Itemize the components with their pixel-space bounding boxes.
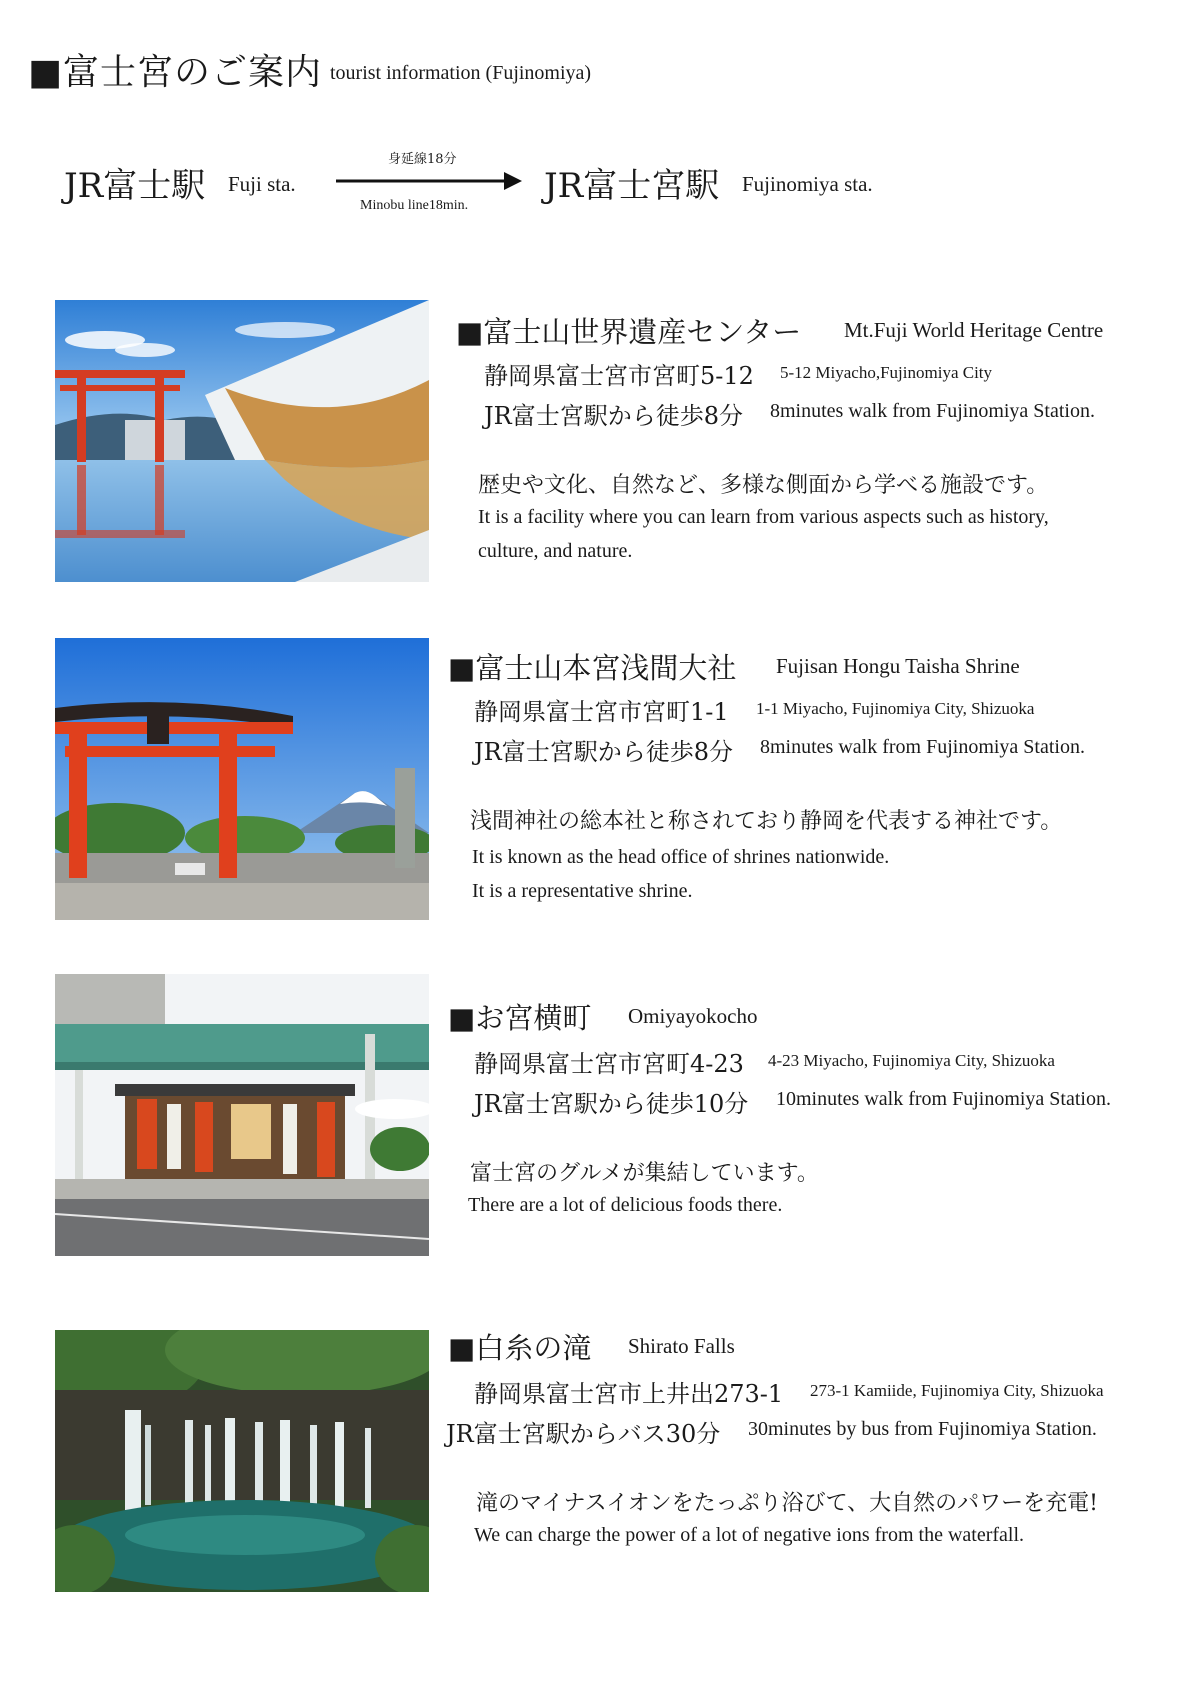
section-title: ■白糸の滝 bbox=[448, 1331, 592, 1365]
address-jp: 静岡県富士宮市上井出273-1 bbox=[474, 1380, 784, 1408]
from-station-en: Fuji sta. bbox=[228, 172, 296, 196]
section-title-en: Shirato Falls bbox=[628, 1334, 735, 1358]
description-jp: 浅間神社の総本社と称されており静岡を代表する神社です。 bbox=[470, 809, 1063, 834]
description-jp: 滝のマイナスイオンをたっぷり浴びて、大自然のパワーを充電! bbox=[476, 1491, 1098, 1516]
address-en: 273-1 Kamiide, Fujinomiya City, Shizuoka bbox=[810, 1381, 1104, 1400]
access-jp: JR富士宮駅から徒歩8分 bbox=[484, 402, 743, 430]
heritage-centre-photo bbox=[55, 300, 429, 582]
description-en-line2: It is a representative shrine. bbox=[472, 880, 693, 902]
description-jp: 富士宮のグルメが集結しています。 bbox=[470, 1161, 819, 1186]
hongu-taisha-photo bbox=[55, 638, 429, 920]
section-title-en: Omiyayokocho bbox=[628, 1004, 758, 1028]
description-en-line1: There are a lot of delicious foods there. bbox=[468, 1194, 783, 1216]
section-title: ■富士山世界遺産センター bbox=[456, 315, 802, 349]
route-line-en: Minobu line18min. bbox=[360, 198, 469, 213]
section-title-en: Mt.Fuji World Heritage Centre bbox=[844, 318, 1104, 342]
omiyayokocho-photo bbox=[55, 974, 429, 1256]
shirato-falls-photo bbox=[55, 1330, 429, 1592]
access-jp: JR富士宮駅からバス30分 bbox=[446, 1420, 721, 1448]
address-jp: 静岡県富士宮市宮町1-1 bbox=[474, 698, 729, 726]
access-jp: JR富士宮駅から徒歩8分 bbox=[474, 738, 733, 766]
description-en-line1: We can charge the power of a lot of negative ions from the waterfall. bbox=[474, 1524, 1025, 1546]
to-station-en: Fujinomiya sta. bbox=[742, 172, 873, 196]
access-en: 8minutes walk from Fujinomiya Station. bbox=[760, 736, 1085, 758]
description-en-line1: It is a facility where you can learn from various aspects such as history, bbox=[478, 506, 1049, 528]
access-en: 10minutes walk from Fujinomiya Station. bbox=[776, 1088, 1111, 1110]
access-en: 30minutes by bus from Fujinomiya Station. bbox=[748, 1418, 1097, 1440]
description-en-line1: It is known as the head office of shrines nationwide. bbox=[472, 846, 890, 868]
from-station-jp: JR富士駅 bbox=[64, 166, 206, 206]
section-title-en: Fujisan Hongu Taisha Shrine bbox=[776, 654, 1020, 678]
address-en: 1-1 Miyacho, Fujinomiya City, Shizuoka bbox=[756, 699, 1035, 718]
description-jp: 歴史や文化、自然など、多様な側面から学べる施設です。 bbox=[478, 473, 1049, 498]
arrow-right-icon bbox=[336, 170, 522, 192]
description-en-line2: culture, and nature. bbox=[478, 540, 633, 562]
address-jp: 静岡県富士宮市宮町5-12 bbox=[484, 362, 754, 390]
page-title: ■富士宮のご案内 bbox=[28, 52, 323, 93]
address-en: 5-12 Miyacho,Fujinomiya City bbox=[780, 363, 993, 382]
access-jp: JR富士宮駅から徒歩10分 bbox=[474, 1090, 749, 1118]
section-title: ■お宮横町 bbox=[448, 1001, 592, 1035]
page-title-en: tourist information (Fujinomiya) bbox=[330, 62, 592, 84]
route-line-jp: 身延線18分 bbox=[388, 152, 457, 167]
address-jp: 静岡県富士宮市宮町4-23 bbox=[474, 1050, 744, 1078]
section-title: ■富士山本宮浅間大社 bbox=[448, 651, 737, 685]
to-station-jp: JR富士宮駅 bbox=[544, 166, 720, 206]
access-en: 8minutes walk from Fujinomiya Station. bbox=[770, 400, 1095, 422]
address-en: 4-23 Miyacho, Fujinomiya City, Shizuoka bbox=[768, 1051, 1055, 1070]
